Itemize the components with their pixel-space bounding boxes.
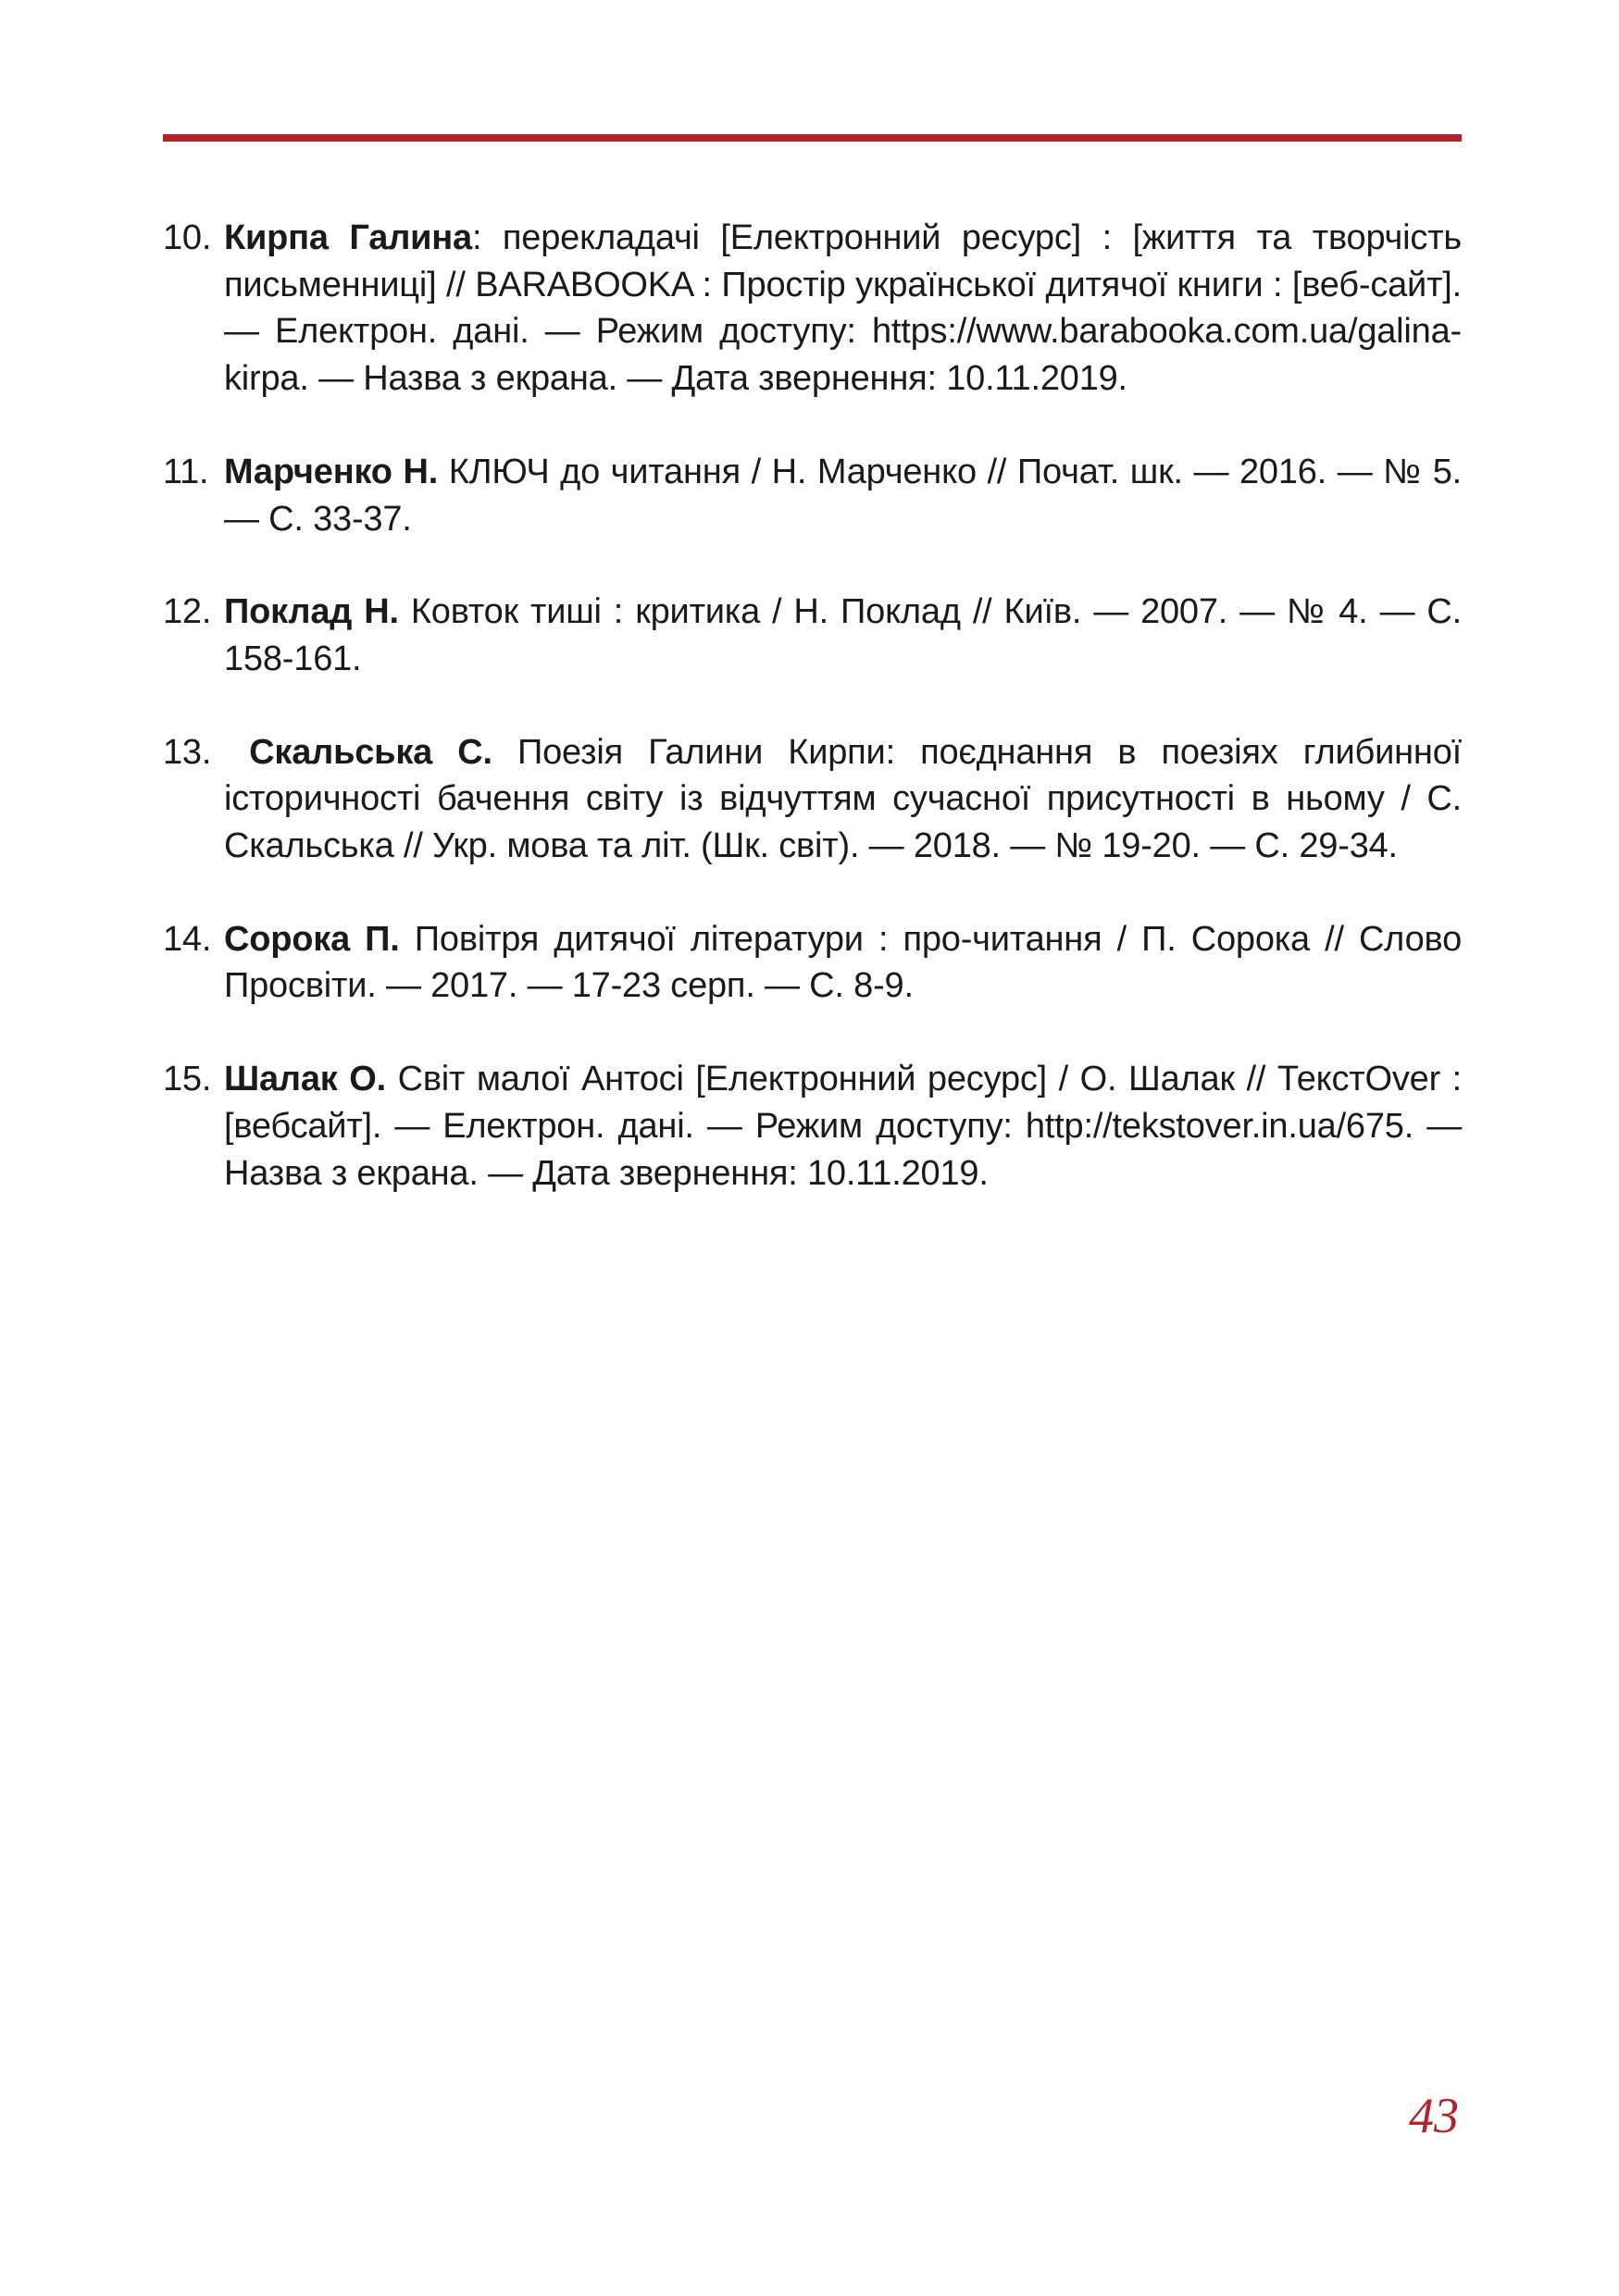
page-number: 43	[1409, 2088, 1459, 2143]
entry-number: 10.	[163, 218, 212, 257]
entry-author: Поклад Н.	[224, 592, 399, 632]
entry-number: 12.	[163, 592, 212, 632]
entry-text: : перекладачі [Електронний ресурс] : [життя та творчість письменниці] // BARABOOKA : Простір української дитячої книги : [веб-сайт]. — Електрон. дані. — Режим доступу: https://www.barabooka.com.ua/galina-kirpa. — Назва з екрана. — Дата звернення: 10.11.2019.	[224, 218, 1463, 399]
bibliography-entry	[163, 729, 1462, 870]
entry-author: Скальська С.	[224, 732, 492, 772]
entry-number: 15.	[163, 1060, 212, 1099]
entry-number: 13.	[163, 732, 212, 772]
entry-text: Поезія Галини Кирпи: поєднання в поезіях глибинної історичності бачення світу із відчуттям сучасної присутності в ньому / С. Скальська // Укр. мова та літ. (Шк. світ). — 2018. — № 19-20. — С. 29-34.	[224, 732, 1462, 866]
entry-author: Кирпа Галина	[224, 218, 472, 257]
bibliography-list	[163, 215, 1462, 1243]
bibliography-entry	[163, 916, 1462, 1010]
bibliography-entry	[163, 449, 1462, 542]
entry-number: 11.	[163, 452, 209, 491]
bibliography-entry	[163, 589, 1462, 682]
entry-text: Повітря дитячої літератури : про-читання / П. Сорока // Слово Просвіти. — 2017. — 17-23 серп. — С. 8-9.	[224, 919, 1463, 1006]
entry-number: 14.	[163, 919, 212, 959]
bibliography-entry	[163, 1056, 1462, 1197]
entry-author: Сорока П.	[224, 919, 400, 959]
top-divider-rule	[163, 134, 1462, 142]
bibliography-entry	[163, 215, 1462, 403]
entry-author: Марченко Н.	[224, 452, 439, 491]
entry-author: Шалак О.	[224, 1060, 386, 1099]
entry-text: КЛЮЧ до читання / Н. Марченко // Почат. шк. — 2016. — № 5. — С. 33-37.	[224, 452, 1462, 539]
entry-text: Світ малої Антосі [Електронний ресурс] / О. Шалак // ТекстOver : [вебсайт]. — Електрон. дані. — Режим доступу: http://tekstover.in.ua/675. — Назва з екрана. — Дата звернення: 10.11.2019.	[224, 1060, 1463, 1193]
entry-text: Ковток тиші : критика / Н. Поклад // Київ. — 2007. — № 4. — С. 158-161.	[224, 592, 1462, 678]
